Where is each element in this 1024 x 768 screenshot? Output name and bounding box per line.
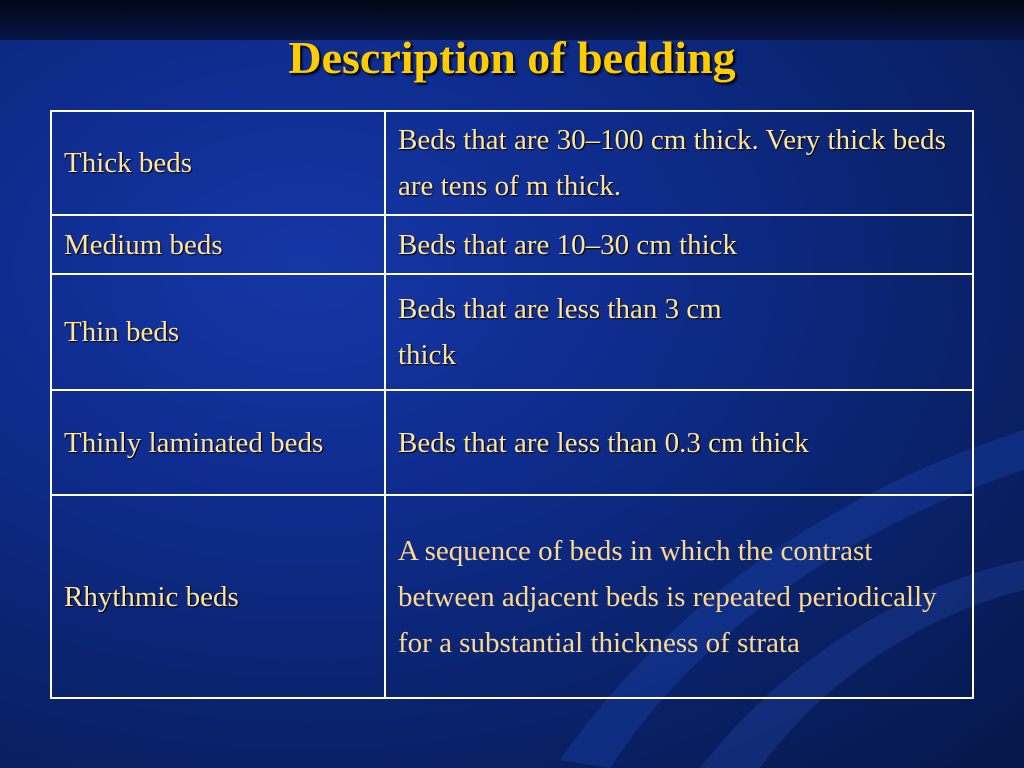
term-cell: Thinly laminated beds (51, 390, 385, 495)
definition-cell (385, 390, 973, 495)
definition-text: A sequence of beds in which the contrast between adjacent beds is repeated periodically for a substantial thickness of strata (398, 534, 937, 659)
term-cell: Rhythmic beds (51, 495, 385, 698)
term-cell: Thin beds (51, 274, 385, 390)
definition-text: Beds that are less than 0.3 cm thick (398, 426, 809, 459)
definition-cell (385, 111, 973, 215)
definition-text: Beds that are 30–100 cm thick. Very thick beds are tens of m thick. (398, 124, 946, 202)
term-cell: Thick beds (51, 111, 385, 215)
definition-text: Beds that are 10–30 cm thick (398, 228, 738, 261)
definition-text: Beds that are less than 3 cm (398, 293, 722, 325)
term-cell: Medium beds (51, 215, 385, 274)
slide-title: Description of bedding (288, 32, 736, 83)
bedding-table (50, 110, 974, 699)
definition-cell (385, 215, 973, 274)
table-row (51, 495, 973, 698)
table-row (51, 390, 973, 495)
definition-cell (385, 274, 973, 390)
table-row (51, 111, 973, 215)
definition-text: thick (398, 339, 456, 371)
table-row (51, 274, 973, 390)
definition-cell (385, 495, 973, 698)
table-row (51, 215, 973, 274)
